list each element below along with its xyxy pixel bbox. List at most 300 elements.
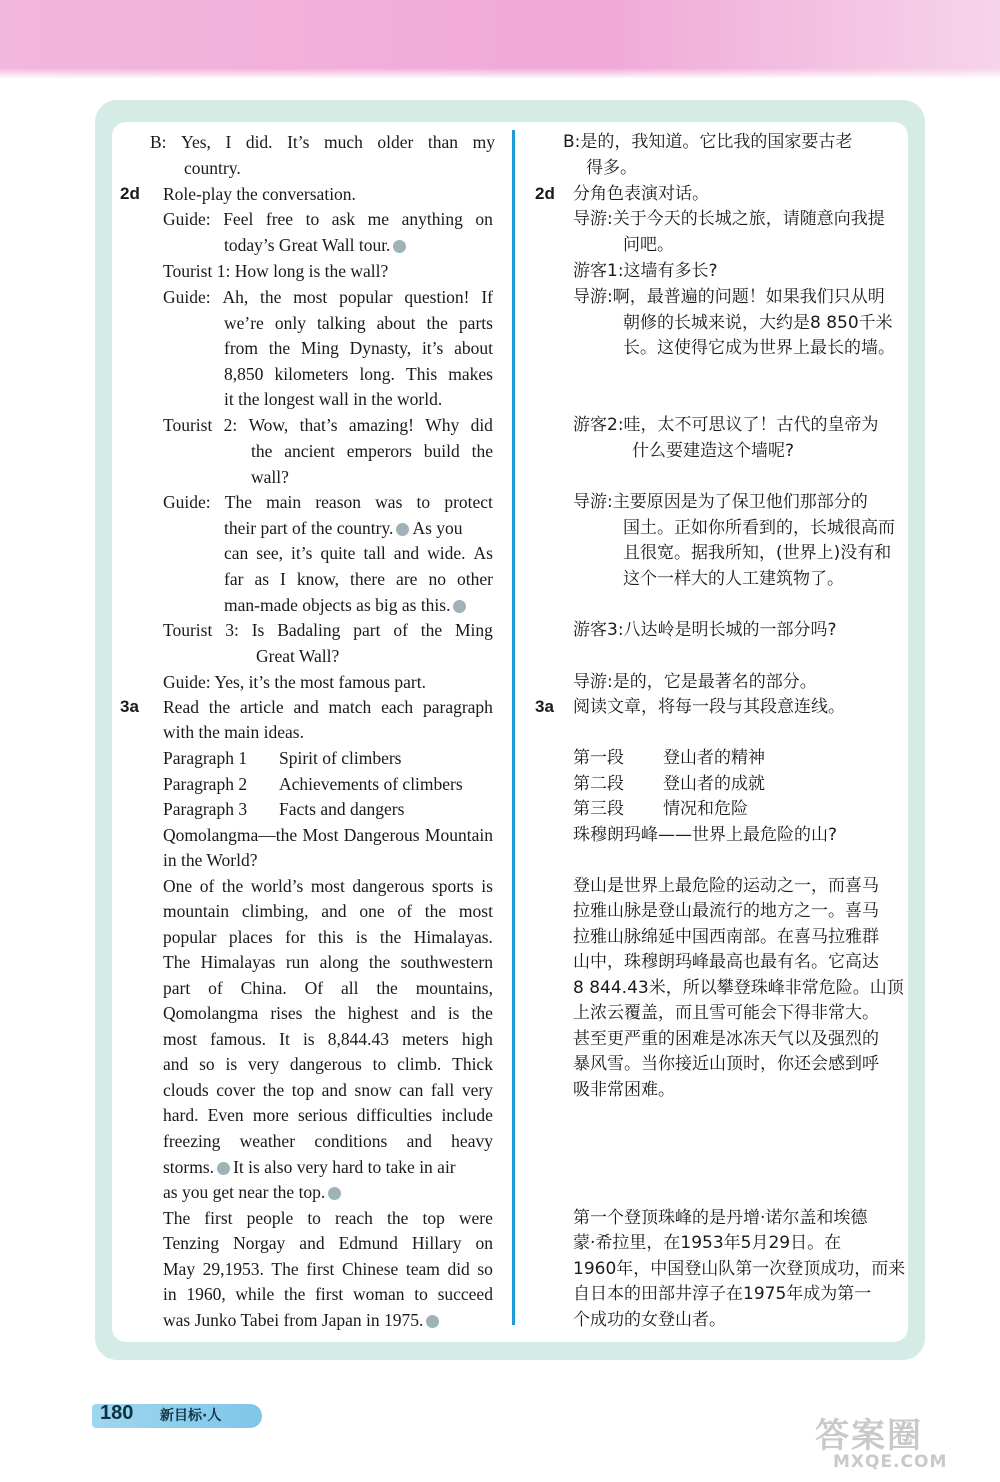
english-text-line	[163, 285, 493, 311]
word: Dangerous	[343, 825, 420, 845]
word: Tourist	[163, 620, 213, 640]
chinese-text-line	[623, 233, 674, 259]
word: Badaling	[277, 620, 341, 640]
word: Tenzing	[163, 1233, 220, 1253]
word: freezing	[163, 1131, 221, 1151]
word: and	[293, 697, 319, 717]
chinese-text-line	[623, 336, 895, 362]
english-text-line	[163, 1001, 493, 1027]
word: the	[208, 697, 231, 717]
chinese-text-line	[573, 1001, 879, 1027]
audio-marker-icon	[217, 1162, 230, 1175]
english-text-line	[163, 207, 493, 233]
chinese-text-line	[573, 1078, 675, 1104]
chinese-text-span: 分角色表演对话。	[573, 184, 709, 204]
chinese-text-span: 吸非常困难。	[573, 1080, 675, 1100]
english-text-span: was Junko Tabei from Japan in 1975.	[163, 1310, 424, 1330]
word: Himalayas	[200, 952, 276, 972]
word: is	[225, 1054, 238, 1074]
word: weather	[239, 1131, 296, 1151]
exercise-label: 2d	[535, 184, 555, 203]
english-text-line	[163, 1206, 493, 1232]
chinese-text-span: 且很宽。据我所知，(世界上)没有和	[623, 543, 892, 563]
english-text-line	[163, 720, 304, 746]
word: dangerous	[289, 1054, 362, 1074]
word: so	[199, 1054, 215, 1074]
english-text-line	[163, 1180, 344, 1206]
english-text-line	[163, 1052, 493, 1078]
word: me	[367, 209, 390, 229]
word: Mountain	[424, 825, 493, 845]
chinese-text-span: 导游:是的，它是最著名的部分。	[573, 672, 817, 692]
word: difficulties	[356, 1105, 433, 1125]
word: southwestern	[400, 952, 493, 972]
word: the	[368, 952, 391, 972]
chinese-text-line	[573, 925, 879, 951]
word: fall	[430, 1080, 455, 1100]
english-text-line	[163, 1078, 493, 1104]
word: places	[228, 927, 273, 947]
word: famous.	[210, 1029, 267, 1049]
word: of	[397, 901, 412, 921]
english-text-line	[279, 772, 463, 798]
chinese-text-span: 登山者的成就	[663, 774, 765, 794]
chinese-text-line	[632, 439, 794, 465]
chinese-text-line	[573, 1282, 871, 1308]
english-text-line	[163, 1103, 493, 1129]
english-text-line	[163, 1308, 442, 1334]
word: and	[393, 543, 420, 563]
english-text-line	[163, 746, 247, 772]
word: the	[376, 978, 398, 998]
chinese-text-span: B:是的，我知道。它比我的国家要古老	[563, 132, 853, 152]
word: hard.	[163, 1105, 199, 1125]
chinese-text-line	[573, 950, 879, 976]
audio-marker-icon	[426, 1315, 439, 1328]
english-text-line	[279, 797, 404, 823]
word: as	[254, 569, 270, 589]
chinese-text-line	[573, 1206, 867, 1232]
chinese-text-line	[573, 797, 624, 823]
chinese-text-span: 暴风雪。当你接近山顶时，你还会感到呼	[573, 1054, 879, 1074]
english-text-line	[224, 567, 493, 593]
word: first	[204, 1208, 233, 1228]
english-text-span: with the main ideas.	[163, 722, 304, 742]
english-text-line	[163, 976, 493, 1002]
chinese-text-line	[573, 618, 837, 644]
audio-marker-icon	[453, 600, 466, 613]
chinese-text-line	[663, 797, 748, 823]
word: most	[293, 287, 328, 307]
word: match	[328, 697, 372, 717]
english-text-span: it the longest wall in the world.	[224, 389, 443, 409]
series-name: 新目标·人	[160, 1408, 222, 1424]
word: can	[224, 543, 249, 563]
word: woman	[353, 1284, 405, 1304]
word: If	[481, 287, 493, 307]
word: Ming	[455, 620, 493, 640]
chinese-text-span: 珠穆朗玛峰——世界上最危险的山?	[573, 825, 838, 845]
chinese-text-span: 拉雅山脉绵延中国西南部。在喜马拉雅群	[573, 927, 879, 947]
word: and	[406, 1131, 432, 1151]
english-text-span: in the World?	[163, 850, 258, 870]
word: know,	[296, 569, 340, 589]
word: more	[252, 1105, 289, 1125]
watermark-logo	[815, 1408, 985, 1478]
english-text-line	[224, 593, 469, 619]
word: team	[405, 1259, 440, 1279]
word: heavy	[451, 1131, 493, 1151]
word: the	[420, 620, 443, 640]
word: Tourist	[163, 415, 213, 435]
word: build	[423, 441, 460, 461]
word: top	[422, 1208, 445, 1228]
chinese-text-span: 登山是世界上最危险的运动之一，而喜马	[573, 876, 879, 896]
word: include	[441, 1105, 493, 1125]
english-text-span: man-made objects as big as this.	[224, 595, 451, 615]
word: this	[317, 927, 344, 947]
chinese-text-span: 这个一样大的人工建筑物了。	[623, 569, 844, 589]
word: most	[163, 1029, 198, 1049]
english-text-line	[163, 925, 493, 951]
word: run	[285, 952, 310, 972]
word: Guide:	[163, 287, 211, 307]
word: the	[426, 313, 448, 333]
word: May	[163, 1259, 196, 1279]
word: article	[239, 697, 284, 717]
chinese-text-line	[623, 516, 895, 542]
english-text-span: Spirit of climbers	[279, 748, 402, 768]
chinese-text-line	[573, 259, 718, 285]
chinese-text-line	[573, 285, 885, 311]
word: about	[454, 338, 493, 358]
word: conditions	[314, 1131, 388, 1151]
chinese-text-line	[573, 976, 904, 1002]
word: very	[247, 1054, 280, 1074]
word: Ming	[300, 338, 339, 358]
word: snow	[354, 1080, 392, 1100]
word: I	[225, 132, 232, 152]
word: and	[163, 1054, 189, 1074]
word: is	[302, 1029, 315, 1049]
word: in	[163, 1284, 177, 1304]
word: so	[477, 1259, 493, 1279]
chinese-text-line	[573, 746, 624, 772]
english-text-span: Tourist 1: How long is the wall?	[163, 261, 389, 281]
word: for	[285, 927, 306, 947]
chinese-text-line	[573, 1231, 841, 1257]
word: we’re	[224, 313, 264, 333]
english-text-line	[163, 618, 493, 644]
audio-marker-icon	[328, 1187, 341, 1200]
word: only	[274, 313, 306, 333]
chinese-text-line	[573, 695, 845, 721]
english-text-span: storms.	[163, 1157, 215, 1177]
word: high	[461, 1029, 493, 1049]
chinese-text-span: 导游:主要原因是为了保卫他们那部分的	[573, 492, 868, 512]
english-text-span: As you	[412, 518, 463, 538]
chinese-text-line	[586, 156, 637, 182]
english-text-line	[163, 950, 493, 976]
english-text-line	[251, 465, 289, 491]
word: people	[246, 1208, 294, 1228]
word: highest	[347, 1003, 399, 1023]
chinese-text-span: 游客2:哇，太不可思议了！古代的皇帝为	[573, 415, 879, 435]
word: of	[208, 978, 223, 998]
word: It	[279, 1029, 290, 1049]
english-text-span: country.	[184, 158, 241, 178]
word: One	[163, 876, 193, 896]
word: ask	[331, 209, 356, 229]
word: amazing!	[348, 415, 414, 435]
english-text-line	[163, 823, 493, 849]
word: to	[305, 209, 320, 229]
word: kilometers	[274, 364, 349, 384]
word: As	[473, 543, 493, 563]
word: did	[447, 1259, 470, 1279]
word: long.	[359, 364, 395, 384]
english-text-line	[163, 670, 426, 696]
word: Thick	[452, 1054, 493, 1074]
page-number: 180	[100, 1402, 134, 1424]
english-text-line	[279, 746, 401, 772]
word: while	[235, 1284, 275, 1304]
word: sports	[431, 876, 474, 896]
word: climbing,	[241, 901, 309, 921]
word: the	[386, 1208, 409, 1228]
chinese-text-span: 山中，珠穆朗玛峰最高也最有名。它高达	[573, 952, 879, 972]
word: part	[163, 978, 191, 998]
word: reach	[335, 1208, 373, 1228]
word: the	[251, 441, 273, 461]
word: to	[414, 1284, 428, 1304]
watermark-url: MXQE.COM	[833, 1452, 948, 1472]
english-text-line	[224, 311, 493, 337]
word: did.	[245, 132, 273, 152]
word: mountains,	[415, 978, 493, 998]
english-text-line	[163, 874, 493, 900]
word: did	[470, 415, 493, 435]
word: the	[314, 1003, 336, 1023]
chinese-text-span: 问吧。	[623, 235, 674, 255]
word: it’s	[291, 543, 313, 563]
word: is	[355, 927, 368, 947]
chinese-text-line	[573, 823, 837, 849]
word: emperors	[346, 441, 412, 461]
word: main	[266, 492, 302, 512]
word: Of	[304, 978, 324, 998]
word: see,	[256, 543, 284, 563]
english-text-span: Paragraph 3	[163, 799, 248, 819]
word: of	[199, 876, 215, 896]
word: The	[163, 952, 191, 972]
english-text-line	[163, 772, 247, 798]
word: Guide:	[163, 492, 211, 512]
english-text-line	[224, 362, 493, 388]
word: 2:	[223, 415, 238, 435]
english-text-line	[224, 387, 442, 413]
chinese-text-span: 8 844.43米，所以攀登珠峰非常危险。山顶	[573, 978, 904, 998]
chinese-text-line	[623, 311, 893, 337]
word: The	[224, 492, 253, 512]
chinese-text-span: 朝修的长城来说，大约是8 850千米	[623, 313, 893, 333]
chinese-text-span: 游客3:八达岭是明长城的一部分吗?	[573, 620, 837, 640]
chinese-text-span: 第二段	[573, 774, 624, 794]
word: Chinese	[341, 1259, 399, 1279]
word: most	[310, 876, 345, 896]
word: the	[260, 287, 282, 307]
column-divider	[512, 130, 515, 1325]
word: climb.	[397, 1054, 442, 1074]
word: 8,844.43	[327, 1029, 389, 1049]
word: the	[471, 441, 493, 461]
chinese-text-span: 长。这使得它成为世界上最长的墙。	[623, 338, 895, 358]
chinese-text-line	[573, 1308, 726, 1334]
word: on	[475, 209, 493, 229]
word: my	[472, 132, 495, 152]
chinese-text-span: 国土。正如你所看到的，长城很高而	[623, 518, 895, 538]
word: parts	[458, 313, 493, 333]
chinese-text-line	[623, 567, 844, 593]
english-text-line	[163, 695, 493, 721]
audio-marker-icon	[393, 240, 406, 253]
english-text-line	[224, 516, 463, 542]
word: much	[324, 132, 363, 152]
english-text-line	[163, 259, 388, 285]
english-text-span: Paragraph 1	[163, 748, 248, 768]
word: first	[306, 1259, 335, 1279]
chinese-text-span: 拉雅山脉是登山最流行的地方之一。喜马	[573, 901, 879, 921]
chinese-text-line	[623, 541, 891, 567]
chinese-text-span: 1960年，中国登山队第一次登顶成功，而来	[573, 1259, 906, 1279]
word: than	[427, 132, 459, 152]
chinese-text-span: 阅读文章，将每一段与其段意连线。	[573, 697, 845, 717]
chinese-text-span: 蒙·希拉里，在1953年5月29日。在	[573, 1233, 842, 1253]
english-text-span: Guide: Yes, it’s the most famous part.	[163, 672, 426, 692]
word: 3:	[225, 620, 239, 640]
word: on	[475, 1233, 493, 1253]
chinese-text-span: 得多。	[586, 158, 637, 178]
word: can	[399, 1080, 424, 1100]
word: it’s	[421, 338, 444, 358]
word: Most	[302, 825, 339, 845]
word: rises	[270, 1003, 303, 1023]
word: Ah,	[222, 287, 249, 307]
chinese-text-line	[573, 899, 879, 925]
word: 1960,	[186, 1284, 226, 1304]
word: that’s	[299, 415, 338, 435]
word: Wow,	[248, 415, 289, 435]
chinese-text-span: 个成功的女登山者。	[573, 1310, 726, 1330]
word: no	[428, 569, 446, 589]
word: succeed	[437, 1284, 493, 1304]
word: Qomolangma—the	[163, 825, 298, 845]
word: wide.	[427, 543, 466, 563]
word: anything	[401, 209, 463, 229]
word: free	[265, 209, 294, 229]
word: the	[379, 927, 402, 947]
english-text-line	[163, 1155, 456, 1181]
word: and	[321, 1080, 347, 1100]
word: China.	[240, 978, 287, 998]
english-text-line	[150, 130, 495, 156]
word: the	[471, 1003, 493, 1023]
word: popular	[339, 287, 393, 307]
word: This	[406, 364, 438, 384]
word: to	[372, 1054, 387, 1074]
english-text-line	[224, 233, 409, 259]
word: B:	[150, 132, 167, 152]
word: and	[321, 901, 347, 921]
english-text-span: Facts and dangers	[279, 799, 405, 819]
word: Edmund	[338, 1233, 398, 1253]
exercise-label: 3a	[120, 697, 139, 716]
chinese-text-span: 游客1:这墙有多长?	[573, 261, 718, 281]
word: ancient	[284, 441, 335, 461]
chinese-text-line	[573, 207, 885, 233]
word: each	[381, 697, 414, 717]
word: are	[396, 569, 418, 589]
chinese-text-line	[573, 413, 879, 439]
english-text-line	[163, 1282, 493, 1308]
english-text-span: today’s Great Wall tour.	[224, 235, 391, 255]
word: dangerous	[352, 876, 425, 896]
english-text-span: Great Wall?	[256, 646, 340, 666]
word: the	[284, 1284, 306, 1304]
chinese-text-span: 自日本的田部井淳子在1975年成为第一	[573, 1284, 872, 1304]
word: is	[447, 1003, 460, 1023]
english-text-span: Achievements of climbers	[279, 774, 463, 794]
watermark-text: 答案圈	[815, 1416, 923, 1456]
word: to	[307, 1208, 321, 1228]
chinese-text-line	[573, 1027, 879, 1053]
word: was	[375, 492, 403, 512]
chinese-text-line	[573, 490, 868, 516]
english-text-line	[163, 848, 258, 874]
chinese-text-line	[573, 1257, 905, 1283]
english-text-line	[163, 899, 493, 925]
word: very	[461, 1080, 493, 1100]
chinese-text-span: 登山者的精神	[663, 748, 765, 768]
chinese-text-span: 甚至更严重的困难是冰冻天气以及强烈的	[573, 1029, 879, 1049]
english-text-span: It is also very hard to take in air	[233, 1157, 456, 1177]
chinese-text-line	[573, 670, 817, 696]
word: clouds	[163, 1080, 209, 1100]
english-text-line	[163, 1257, 493, 1283]
word: Even	[207, 1105, 244, 1125]
word: tall	[363, 543, 386, 563]
english-text-line	[256, 644, 339, 670]
word: Norgay	[233, 1233, 286, 1253]
word: from	[224, 338, 259, 358]
english-text-span: as you get near the top.	[163, 1182, 326, 1202]
exercise-label: 3a	[535, 697, 554, 716]
english-text-line	[163, 1027, 493, 1053]
word: Read	[163, 697, 199, 717]
word: of	[393, 620, 408, 640]
word: popular	[163, 927, 217, 947]
english-text-span: wall?	[251, 467, 289, 487]
word: and	[299, 1233, 325, 1253]
chinese-text-span: 导游:关于今天的长城之旅，请随意向我提	[573, 209, 885, 229]
word: mountain	[163, 901, 230, 921]
word: Qomolangma	[163, 1003, 259, 1023]
word: makes	[448, 364, 493, 384]
word: paragraph	[422, 697, 493, 717]
word: talking	[316, 313, 366, 333]
word: the	[262, 1080, 285, 1100]
chinese-text-span: 第三段	[573, 799, 624, 819]
